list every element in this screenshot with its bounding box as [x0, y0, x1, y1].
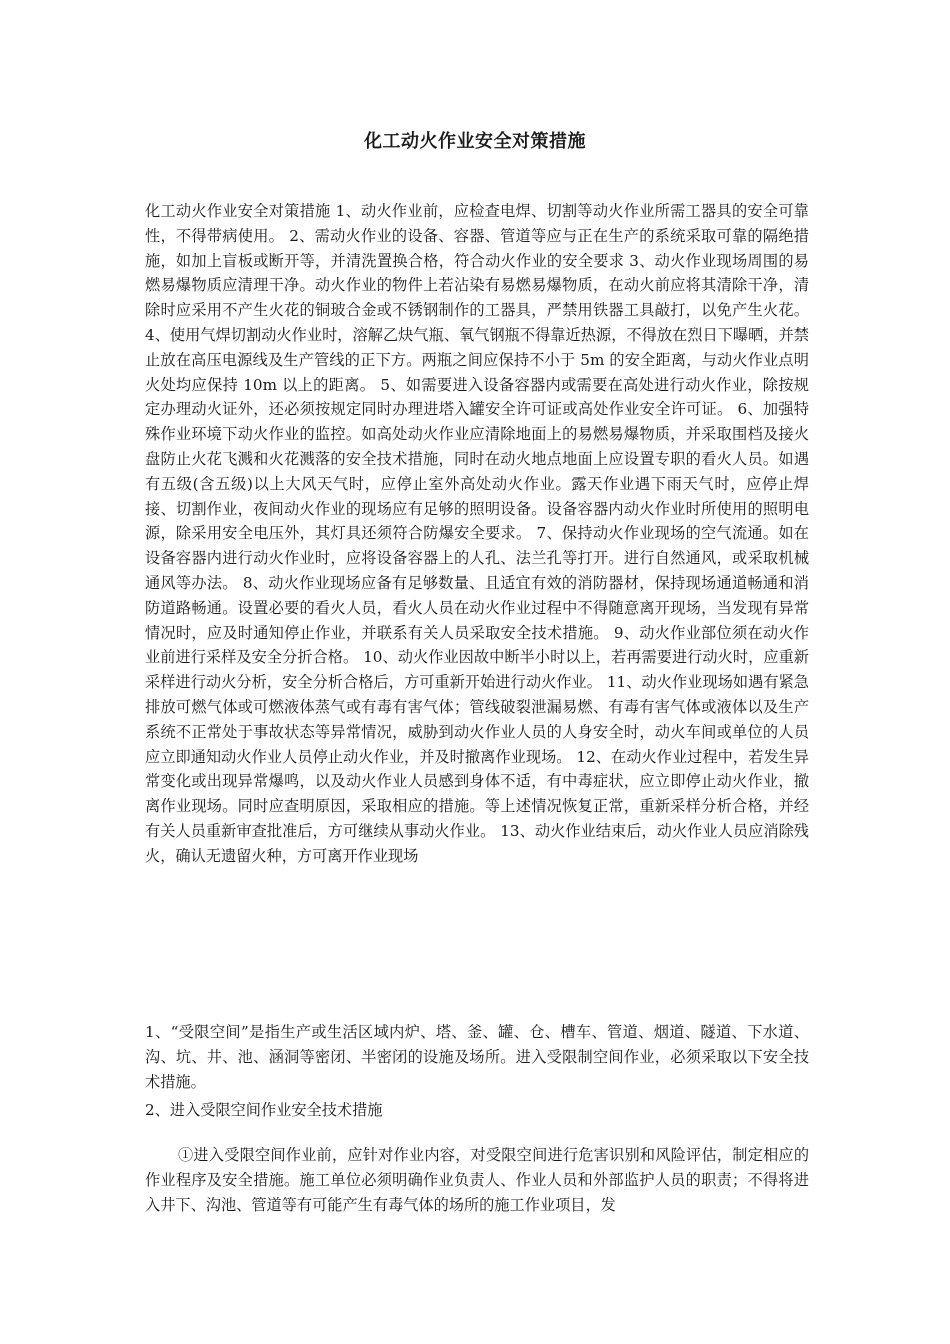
confined-space-definition-paragraph: 1、“受限空间”是指生产或生活区域内炉、塔、釜、罐、仓、槽车、管道、烟道、隧道、下水道、沟、坑、井、池、涵洞等密闭、半密闭的设施及场所。进入受限制空间作业，必须采取以下安全技术措施。 [145, 1023, 809, 1091]
confined-space-measure-paragraph: ①进入受限空间作业前，应针对作业内容，对受限空间进行危害识别和风险评估，制定相应的作业程序及安全措施。施工单位必须明确作业负责人、作业人员和外部监护人员的职责；不得将进入井下、沟池、管道等有可能产生有毒气体的场所的施工作业项目，发 [145, 1146, 809, 1214]
document-title: 化工动火作业安全对策措施 [364, 131, 586, 152]
hot-work-measures-paragraph: 化工动火作业安全对策措施 1、动火作业前，应检查电焊、切割等动火作业所需工器具的安全可靠性，不得带病使用。 2、需动火作业的设备、容器、管道等应与正在生产的系统采取可靠的隔绝措施，如加上盲板或断开等，并清洗置换合格，符合动火作业的安全要求 3、动火作业现场周围的易燃易爆物质应清理干净。动火作业的物件上若沾染有易燃易爆物质，在动火前应将其清除干净，清除时应采用不产生火花的铜玻合金或不锈钢制作的工器具，严禁用铁器工具敲打，以免产生火花。 4、使用气焊切割动火作业时，溶解乙炔气瓶、氧气钢瓶不得靠近热源，不得放在烈日下曝晒，并禁止放在高压电源线及生产管线的正下方。两瓶之间应保持不小于 5m 的安全距离，与动火作业点明火处均应保持 10m 以上的距离。 5、如需要进入设备容器内或需要在高处进行动火作业，除按规定办理动火证外，还必须按规定同时办理进塔入罐安全许可证或高处作业安全许可证。 6、加强特殊作业环境下动火作业的监控。如高处动火作业应清除地面上的易燃易爆物质，并采取围档及接火盘防止火花飞溅和火花溅落的安全技术措施，同时在动火地点地面上应设置专职的看火人员。如遇有五级(含五级)以上大风天气时，应停止室外高处动火作业。露天作业遇下雨天气时，应停止焊接、切割作业，夜间动火作业的现场应有足够的照明设备。设备容器内动火作业时所使用的照明电源，除采用安全电压外，其灯具还须符合防爆安全要求。 7、保持动火作业现场的空气流通。如在设备容器内进行动火作业时，应将设备容器上的人孔、法兰孔等打开。进行自然通风，或采取机械通风等办法。 8、动火作业现场应备有足够数量、且适宜有效的消防器材，保持现场通道畅通和消防道路畅通。设置必要的看火人员，看火人员在动火作业过程中不得随意离开现场，当发现有异常情况时，应及时通知停止作业，并联系有关人员采取安全技术措施。 9、动火作业部位须在动火作业前进行采样及安全分折合格。 10、动火作业因故中断半小时以上，若再需要进行动火时，应重新采样进行动火分析，安全分析合格后，方可重新开始进行动火作业。 11、动火作业现场如遇有紧急排放可燃气体或可燃液体蒸气或有毒有害气体；管线破裂泄漏易燃、有毒有害气体或液体以及生产系统不正常处于事故状态等异常情况，威胁到动火作业人员的人身安全时，动火车间或单位的人员应立即通知动火作业人员停止动火作业，并及时撤离作业现场。 12、在动火作业过程中，若发生异常变化或出现异常爆鸣，以及动火作业人员感到身体不适，有中毒症状，应立即停止动火作业，撤离作业现场。同时应查明原因，采取相应的措施。等上述情况恢复正常，重新采样分析合格，并经有关人员重新审查批准后，方可继续从事动火作业。 13、动火作业结束后，动火作业人员应消除残火，确认无遗留火种，方可离开作业现场 [145, 202, 809, 865]
confined-space-section-heading: 2、进入受限空间作业安全技术措施 [145, 1101, 383, 1119]
